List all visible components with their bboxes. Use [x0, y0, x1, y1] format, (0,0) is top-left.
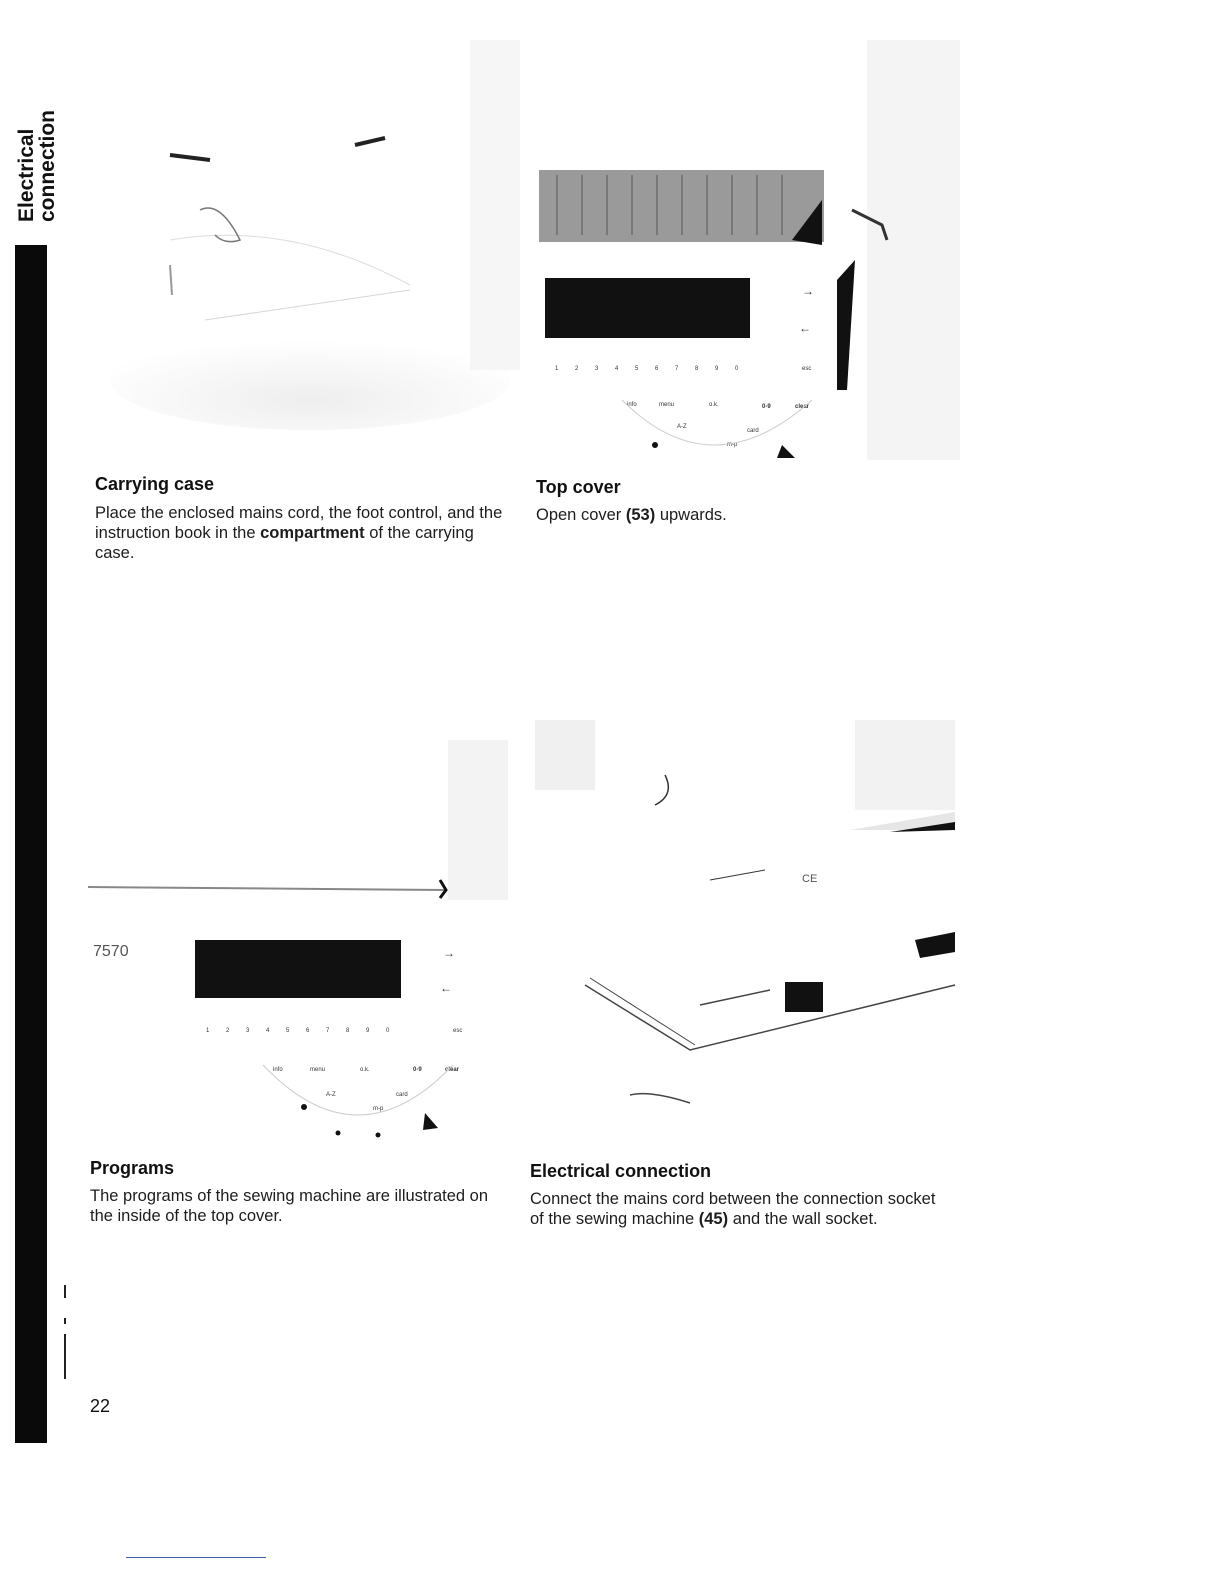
electrical-connection-text [530, 1189, 945, 1229]
programs-title: Programs [90, 1158, 175, 1178]
programs-key-card: card [396, 1092, 408, 1098]
key-menu: menu [659, 402, 675, 408]
electrical-connection-title: Electrical connection [530, 1161, 712, 1181]
top-cover-photo [537, 40, 960, 460]
programs-key-1: 1 [206, 1028, 210, 1034]
top-cover-bold: (53) [625, 506, 656, 524]
top-cover-text [536, 505, 936, 525]
key-5: 5 [635, 366, 639, 372]
carrying-case-text-part2: of the carrying case. [95, 524, 474, 562]
top-cover-text-part1: Open cover [536, 506, 626, 524]
electrical-connection-text-part2: and the wall socket. [728, 1210, 878, 1228]
carrying-case-text-part1: Place the enclosed mains cord, the foot control, and the instruction book in the [95, 504, 503, 542]
key-esc: esc [802, 366, 812, 372]
programs-key-7: 7 [326, 1028, 330, 1034]
key-az: A-Z [677, 424, 687, 430]
carrying-case-bold: compartment [260, 524, 365, 542]
section-tab-label [12, 100, 62, 230]
electrical-connection-bold: (45) [698, 1210, 729, 1228]
programs-key-mp: m-p [373, 1106, 384, 1112]
margin-mark [64, 1334, 66, 1379]
programs-key-clear: clear [445, 1067, 460, 1073]
key-8: 8 [695, 366, 699, 372]
key-4: 4 [615, 366, 619, 372]
margin-mark [64, 1285, 66, 1298]
programs-key-3: 3 [246, 1028, 250, 1034]
key-6: 6 [655, 366, 659, 372]
key-1: 1 [555, 366, 559, 372]
key-0-9: 0-9 [762, 404, 771, 410]
programs-key-info: info [273, 1067, 283, 1073]
arrow-right-label: → [802, 284, 814, 298]
section-tab-line1: Electrical [15, 128, 38, 222]
section-tab-line2: connection [36, 109, 59, 222]
programs-arrow-left: ← [440, 981, 452, 995]
key-mp: m-p [727, 442, 738, 448]
programs-key-8: 8 [346, 1028, 350, 1034]
programs-photo [88, 740, 508, 1150]
key-ok: o.k. [709, 402, 719, 408]
carrying-case-photo [110, 40, 520, 450]
bottom-rule [126, 1557, 266, 1558]
programs-key-ok: o.k. [360, 1067, 370, 1073]
programs-key-0-9: 0-9 [413, 1067, 422, 1073]
model-number: 7570 [93, 943, 129, 960]
key-9: 9 [715, 366, 719, 372]
programs-key-2: 2 [226, 1028, 230, 1034]
carrying-case-title: Carrying case [95, 474, 215, 494]
key-info: info [627, 402, 637, 408]
arrow-left-label: ← [799, 321, 811, 335]
programs-key-menu: menu [310, 1067, 326, 1073]
programs-key-9: 9 [366, 1028, 370, 1034]
key-clear: clear [795, 404, 810, 410]
electrical-connection-photo [530, 720, 960, 1120]
programs-text: The programs of the sewing machine are illustrated on the inside of the top cover. [90, 1187, 489, 1225]
ce-mark: CE [802, 873, 818, 885]
key-3: 3 [595, 366, 599, 372]
programs-key-6: 6 [306, 1028, 310, 1034]
programs-key-esc: esc [453, 1028, 463, 1034]
top-cover-title: Top cover [536, 477, 621, 497]
programs-key-0: 0 [386, 1028, 390, 1034]
electrical-connection-text-part1: Connect the mains cord between the connection socket of the sewing machine [530, 1190, 936, 1228]
programs-key-4: 4 [266, 1028, 270, 1034]
key-card: card [747, 428, 759, 434]
top-cover-text-part2: upwards. [655, 506, 727, 524]
section-side-bar [15, 245, 47, 1443]
programs-arrow-right: → [443, 946, 455, 960]
carrying-case-text [95, 503, 510, 563]
margin-mark [64, 1318, 66, 1324]
programs-key-az: A-Z [326, 1092, 336, 1098]
page-number: 22 [90, 1396, 111, 1416]
key-0: 0 [735, 366, 739, 372]
programs-key-5: 5 [286, 1028, 290, 1034]
key-2: 2 [575, 366, 579, 372]
key-7: 7 [675, 366, 679, 372]
